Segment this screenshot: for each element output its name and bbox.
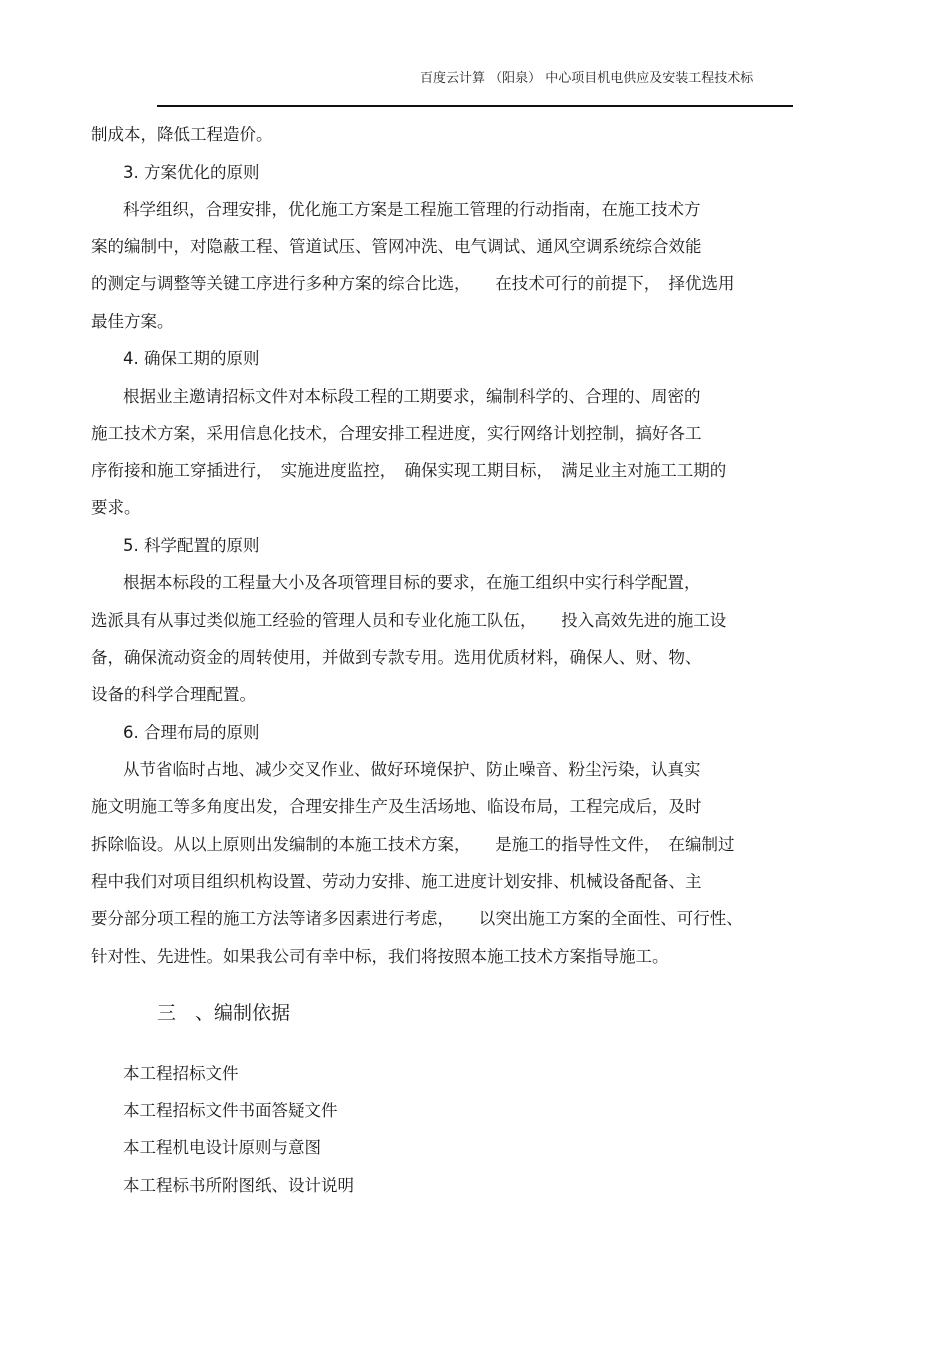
paragraph-line: 设备的科学合理配置。 <box>91 685 256 704</box>
paragraph-line: 拆除临设。从以上原则出发编制的本施工技术方案， 是施工的指导性文件， 在编制过 <box>91 835 735 854</box>
paragraph-line: 程中我们对项目组织机构设置、劳动力安排、施工进度计划安排、机械设备配备、主 <box>91 872 702 891</box>
reference-item: 本工程招标文件 <box>123 1064 239 1083</box>
paragraph-line: 的测定与调整等关键工序进行多种方案的综合比选， 在技术可行的前提下， 择优选用 <box>91 274 735 293</box>
paragraph-line: 针对性、先进性。如果我公司有幸中标，我们将按照本施工技术方案指导施工。 <box>91 947 669 966</box>
subheading-5: 5. 科学配置的原则 <box>123 536 260 555</box>
paragraph-line: 根据业主邀请招标文件对本标段工程的工期要求，编制科学的、合理的、周密的 <box>123 387 701 406</box>
running-header: 百度云计算 （阳泉） 中心项目机电供应及安装工程技术标 <box>420 71 754 86</box>
header-divider <box>157 105 793 107</box>
paragraph-line: 制成本，降低工程造价。 <box>91 125 273 144</box>
paragraph-line: 最佳方案。 <box>91 312 174 331</box>
subheading-6: 6. 合理布局的原则 <box>123 723 260 742</box>
paragraph-line: 选派具有从事过类似施工经验的管理人员和专业化施工队伍， 投入高效先进的施工设 <box>91 611 727 630</box>
paragraph-line: 要分部分项工程的施工方法等诸多因素进行考虑， 以突出施工方案的全面性、可行性、 <box>91 909 743 928</box>
reference-item: 本工程标书所附图纸、设计说明 <box>123 1176 354 1195</box>
paragraph-line: 从节省临时占地、减少交叉作业、做好环境保护、防止噪音、粉尘污染，认真实 <box>123 760 701 779</box>
paragraph-line: 施工技术方案，采用信息化技术，合理安排工程进度，实行网络计划控制，搞好各工 <box>91 424 702 443</box>
paragraph-line: 案的编制中，对隐蔽工程、管道试压、管网冲洗、电气调试、通风空调系统综合效能 <box>91 237 702 256</box>
section-heading: 三 、编制依据 <box>157 1002 291 1024</box>
paragraph-line: 备，确保流动资金的周转使用，并做到专款专用。选用优质材料，确保人、财、物、 <box>91 648 702 667</box>
subheading-3: 3. 方案优化的原则 <box>123 163 260 182</box>
paragraph-line: 要求。 <box>91 498 141 517</box>
reference-item: 本工程机电设计原则与意图 <box>123 1138 321 1157</box>
subheading-4: 4. 确保工期的原则 <box>123 349 260 368</box>
paragraph-line: 科学组织，合理安排，优化施工方案是工程施工管理的行动指南，在施工技术方 <box>123 200 701 219</box>
reference-item: 本工程招标文件书面答疑文件 <box>123 1101 338 1120</box>
paragraph-line: 序衔接和施工穿插进行， 实施进度监控， 确保实现工期目标， 满足业主对施工工期的 <box>91 461 727 480</box>
paragraph-line: 根据本标段的工程量大小及各项管理目标的要求，在施工组织中实行科学配置， <box>123 573 701 592</box>
paragraph-line: 施文明施工等多角度出发，合理安排生产及生活场地、临设布局，工程完成后，及时 <box>91 797 702 816</box>
